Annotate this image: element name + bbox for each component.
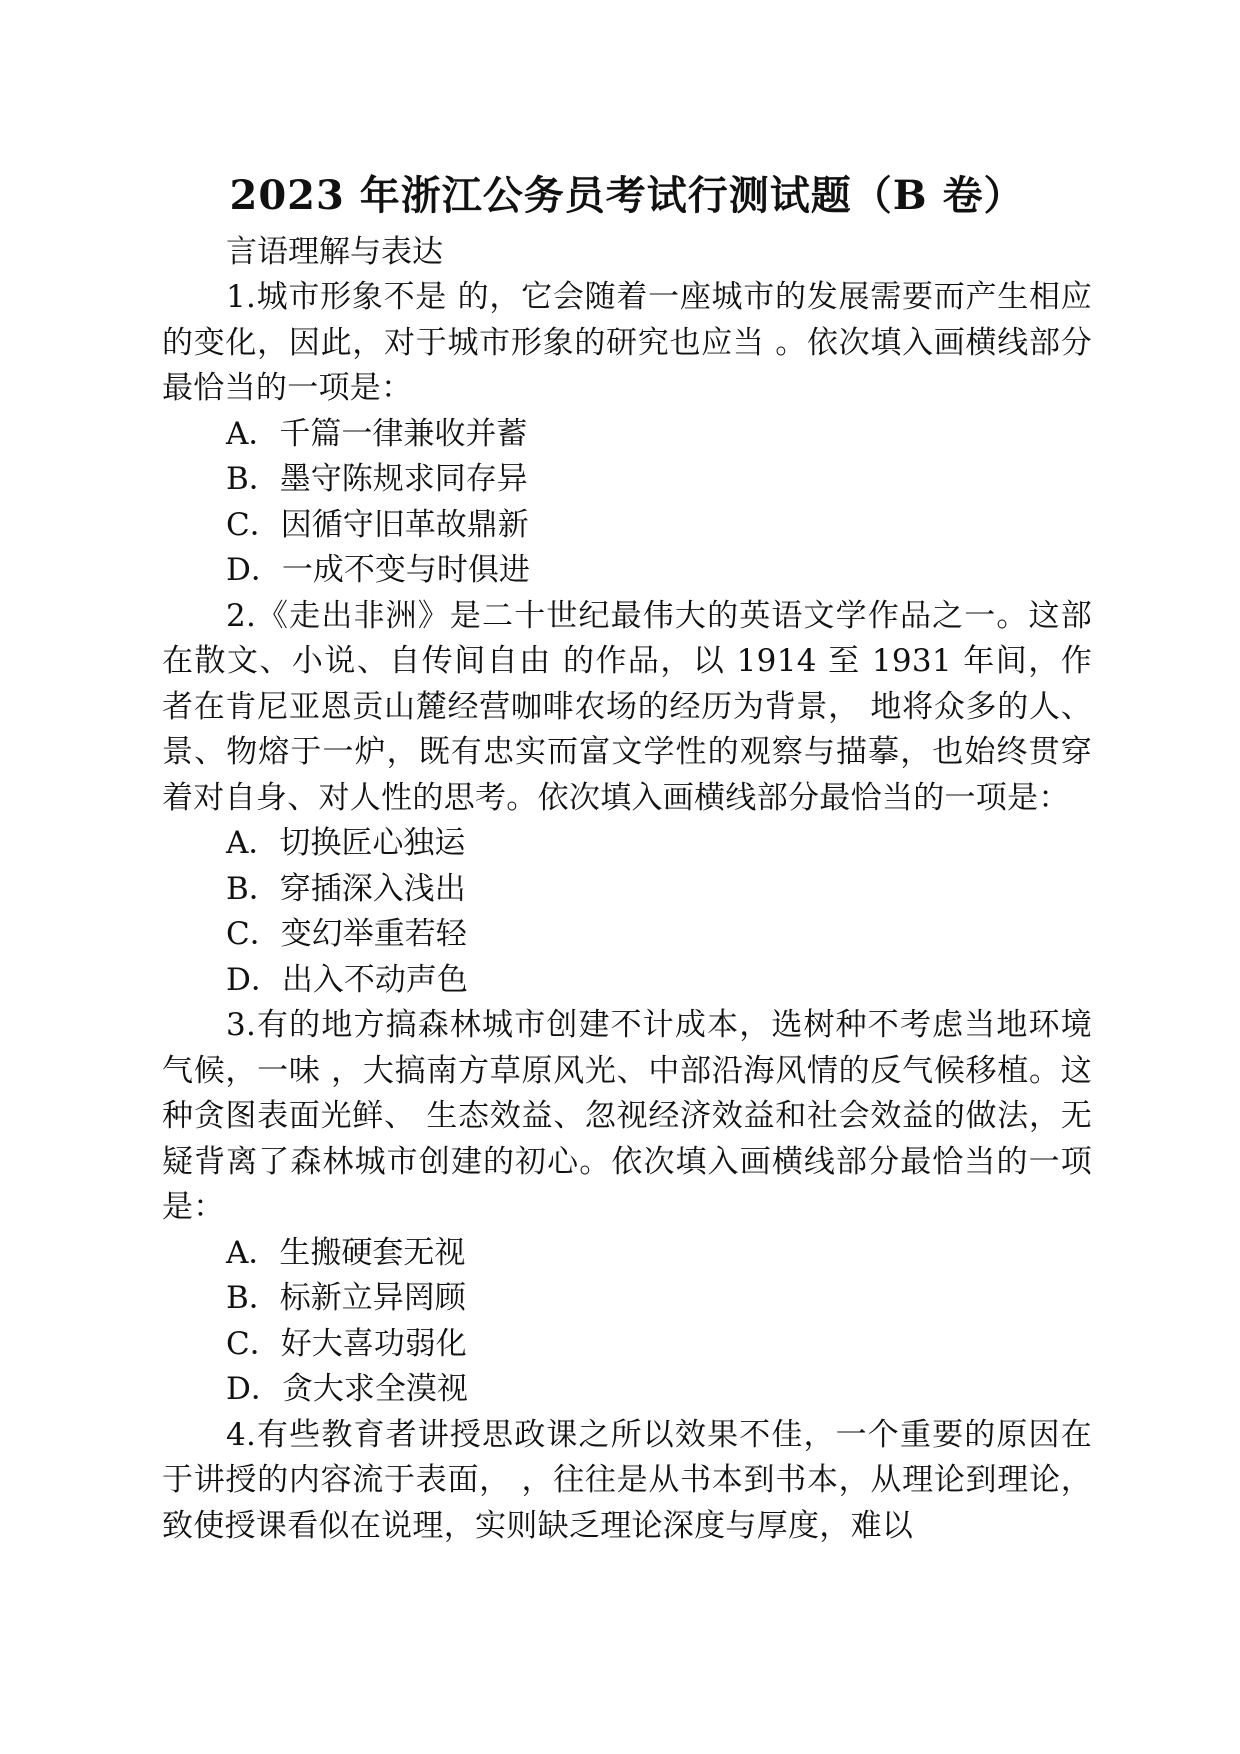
question-1 — [162, 275, 1092, 594]
option-c: C．因循守旧革故鼎新 — [226, 506, 529, 543]
option-d: D．一成不变与时俱进 — [226, 552, 530, 588]
question-text: 4.有些教育者讲授思政课之所以效果不佳，一个重要的原因在于讲授的内容流于表面， ，往往是从书本到书本，从理论到理论，致使授课看似在说理，实则缺乏理论深度与厚度，难以 — [162, 1416, 1092, 1544]
document-title: 2023 年浙江公务员考试行测试题（B 卷） — [229, 172, 1025, 219]
document-page — [162, 168, 1092, 1549]
question-text: 1.城市形象不是 的，它会随着一座城市的发展需要而产生相应的变化，因此，对于城市形象的研究也应当 。依次填入画横线部分最恰当的一项是： — [162, 279, 1092, 406]
option-a: A．生搬硬套无视 — [226, 1234, 466, 1271]
option-c: C．变幻举重若轻 — [226, 916, 467, 952]
question-3 — [162, 1003, 1092, 1413]
question-text: 2.《走出非洲》是二十世纪最伟大的英语文学作品之一。这部在散文、小说、自传间自由 的作品，以 1914 至 1931 年间，作者在肯尼亚恩贡山麓经营咖啡农场的经历为背景， 地将众多的人、景、物熔于一炉，既有忠实而富文学性的观察与描摹，也始终贯穿着对自身、对人性的思考。依次填入画横线部分最恰当的一项是： — [162, 597, 1092, 816]
option-d: D．贪大求全漠视 — [226, 1371, 468, 1407]
option-c: C．好大喜功弱化 — [226, 1325, 467, 1362]
option-a: A．千篇一律兼收并蓄 — [226, 415, 528, 452]
section-heading: 言语理解与表达 — [226, 234, 443, 270]
question-text: 3.有的地方搞森林城市创建不计成本，选树种不考虑当地环境气候，一味 ，大搞南方草原风光、中部沿海风情的反气候移植。这种贪图表面光鲜、 生态效益、忽视经济效益和社会效益的做法，无疑背离了森林城市创建的初心。依次填入画横线部分最恰当的一项是： — [162, 1007, 1092, 1225]
option-b: B．标新立异罔顾 — [226, 1280, 466, 1316]
question-4 — [162, 1413, 1092, 1550]
option-a: A．切换匠心独运 — [226, 825, 466, 861]
question-2 — [162, 594, 1092, 1004]
option-b: B．墨守陈规求同存异 — [226, 461, 528, 497]
option-d: D．出入不动声色 — [226, 961, 468, 998]
option-b: B．穿插深入浅出 — [226, 870, 466, 907]
